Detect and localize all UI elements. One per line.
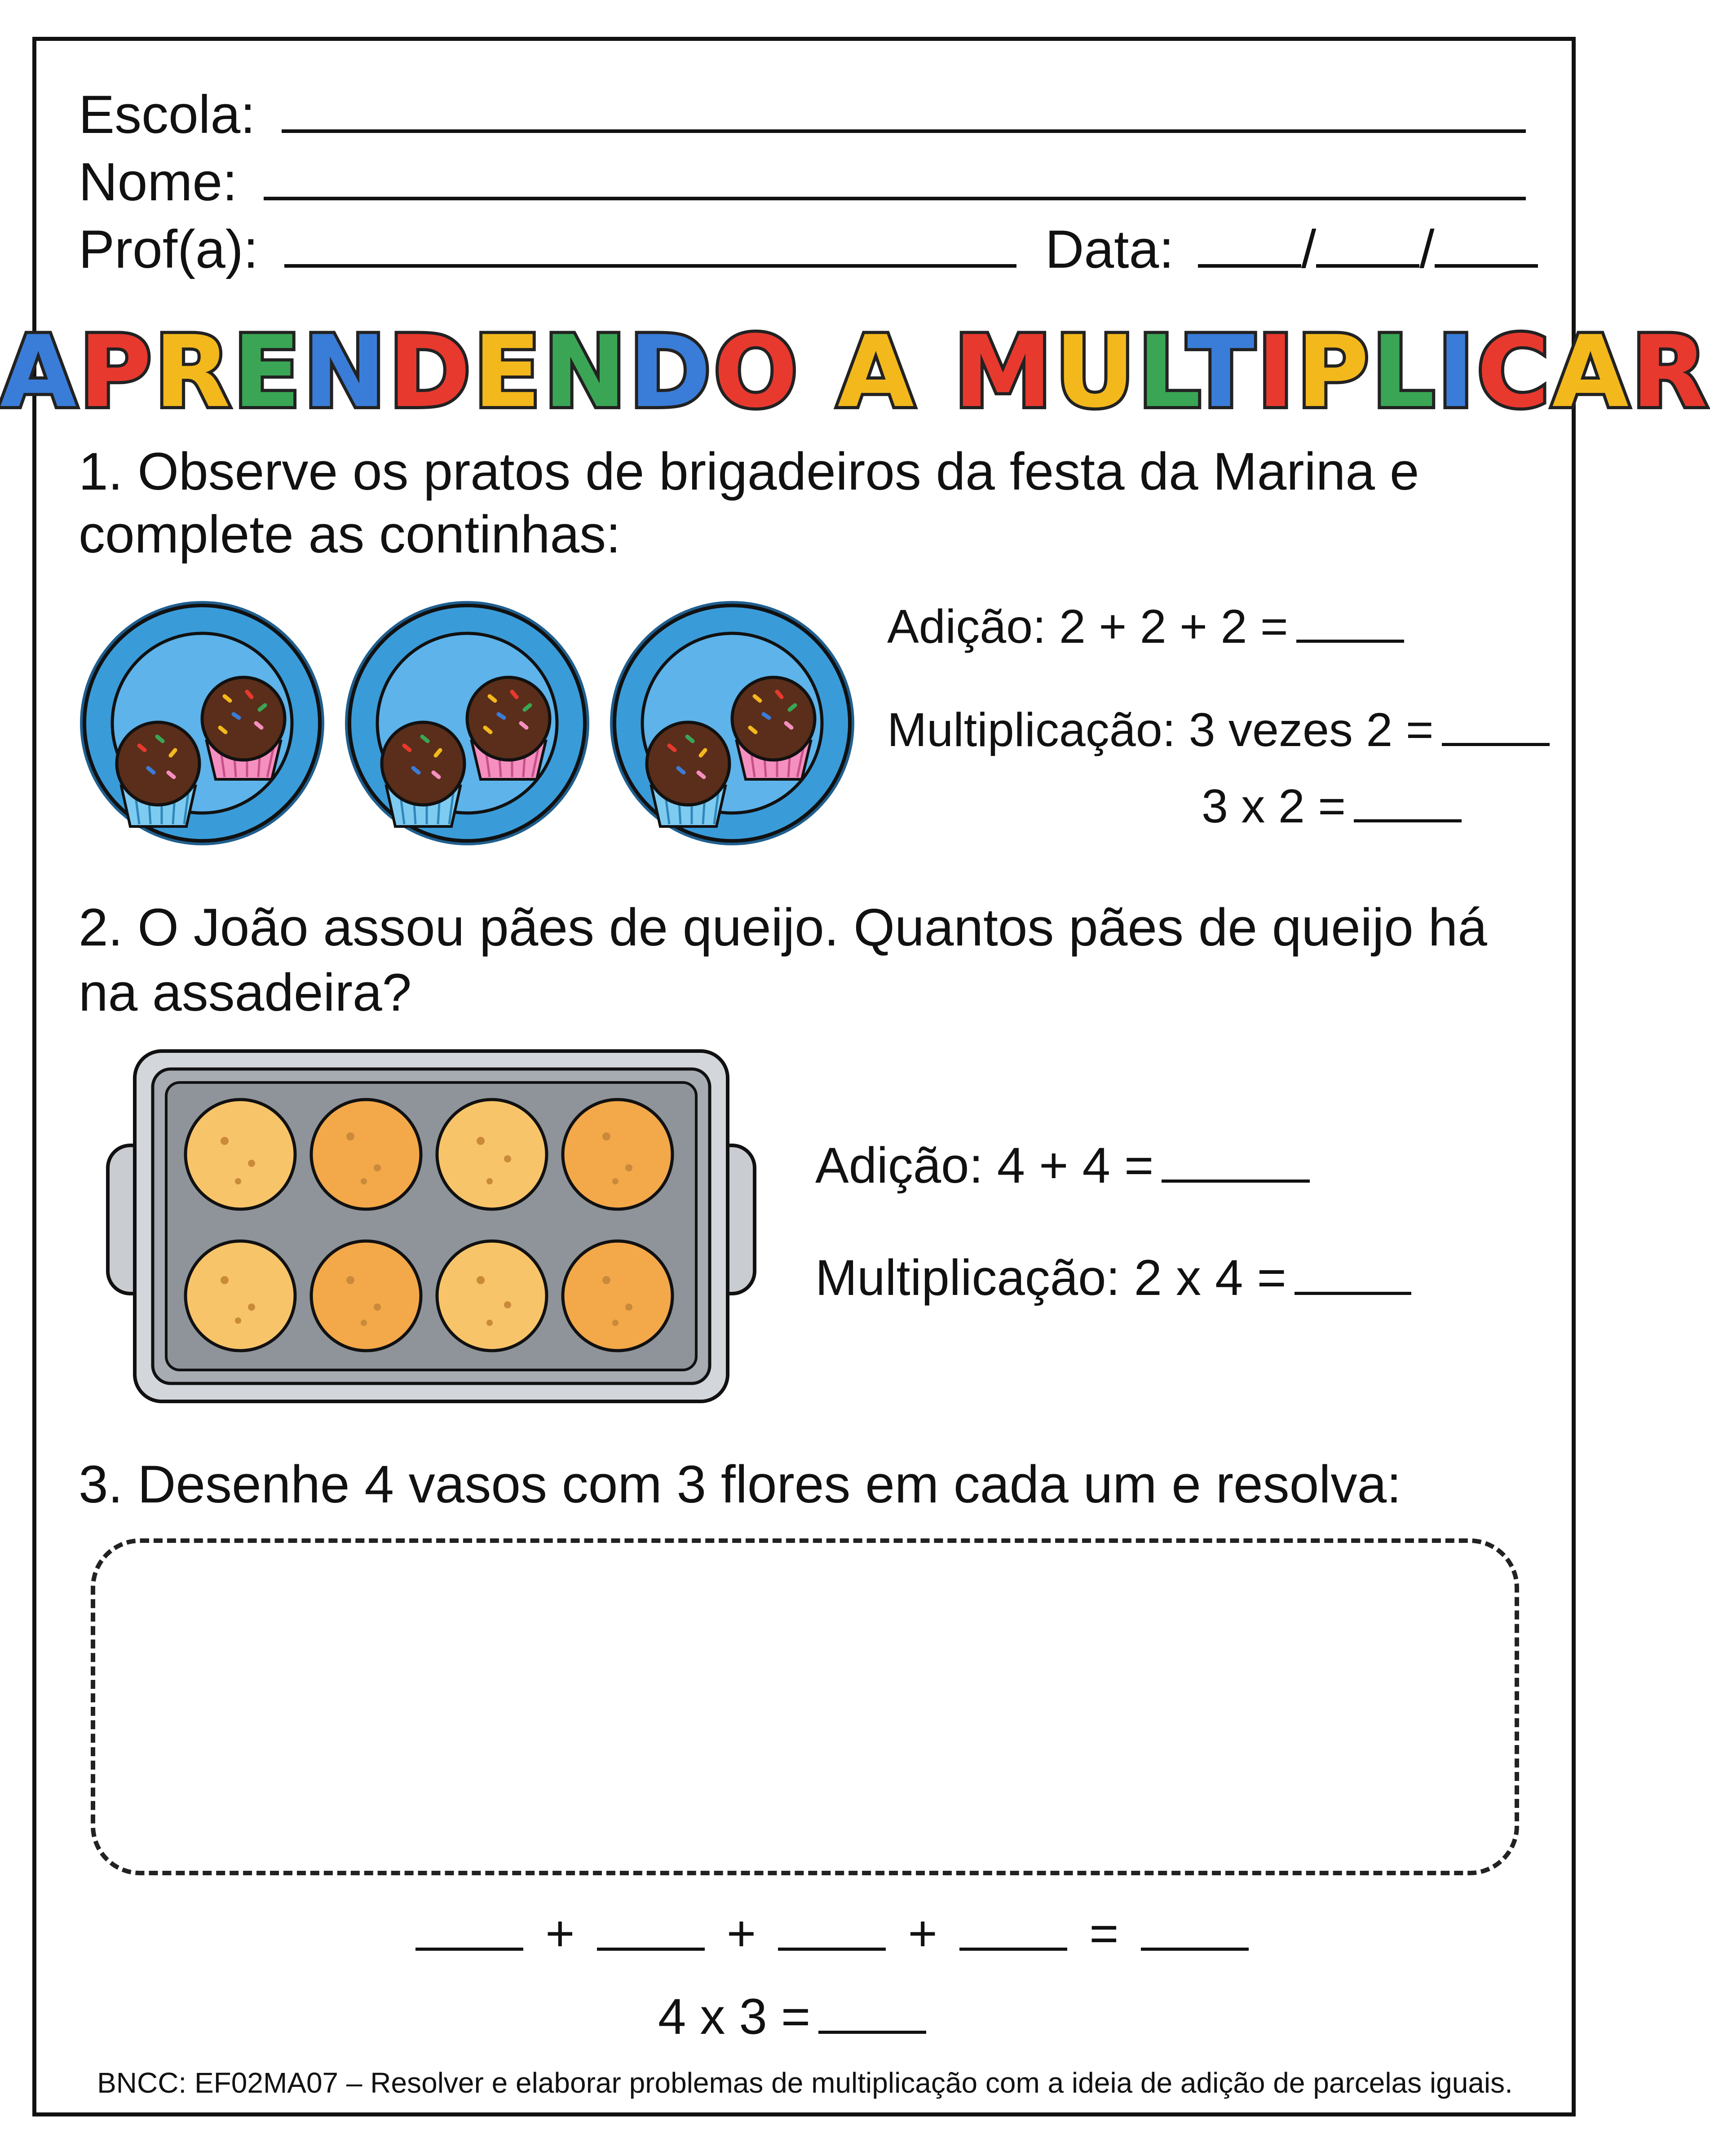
q2-multiplicacao [815,1246,1411,1309]
title-letter: P [1296,314,1372,429]
q3-mult-answer[interactable] [818,2031,926,2034]
plus-sign: + [545,1905,575,1962]
q1-multiplicacao [887,701,1550,759]
title-letter: L [1138,314,1187,429]
q3-addend-1[interactable] [415,1948,523,1951]
q3-multiplication-row [658,1985,926,2048]
title-letter: R [1631,314,1710,429]
bncc-footer: BNCC: EF02MA07 – Resolver e elaborar problemas de multiplicação com a ideia de adição de parcelas iguais. [97,2067,1513,2099]
q3-addend-4[interactable] [959,1948,1067,1951]
title-letter [917,314,954,429]
date-slash: / [1301,219,1317,279]
nome-field[interactable] [264,197,1526,200]
prof-field[interactable] [284,264,1016,268]
q1-multiplicacao2 [1202,777,1462,835]
title-letter [800,314,838,429]
q3-mult-label: 4 x 3 = [658,1988,811,2045]
title-letter: C [1477,314,1552,429]
q2-adicao-label: Adição: 4 + 4 = [815,1137,1154,1193]
q1-multiplicacao2-label: 3 x 2 = [1202,780,1346,833]
title-letter: E [233,314,304,429]
drawing-area[interactable] [91,1538,1519,1875]
plus-sign: + [908,1905,937,1962]
title-letter: A [0,314,80,429]
date-slash: / [1419,219,1435,279]
title-letter: R [154,314,233,429]
q3-addend-3[interactable] [778,1948,886,1951]
escola-label: Escola: [79,84,256,145]
q1-adicao [887,597,1404,656]
q1-text-line1: 1. Observe os pratos de brigadeiros da festa da Marina e [79,442,1419,501]
q3-addend-2[interactable] [597,1948,705,1951]
q1-multiplicacao-answer[interactable] [1442,743,1550,746]
title-letter: D [629,314,714,429]
data-year-field[interactable] [1435,264,1538,268]
q1-adicao-label: Adição: 2 + 2 + 2 = [887,600,1288,653]
data-month-field[interactable] [1316,264,1419,268]
q2-adicao-answer[interactable] [1162,1180,1310,1183]
escola-row [79,81,1526,148]
escola-field[interactable] [282,129,1526,133]
title-letter: D [389,314,473,429]
title-letter: I [1257,314,1297,429]
brigadeiro-plates [76,593,858,853]
q3-sum-answer[interactable] [1141,1948,1249,1951]
q2-text-line1: 2. O João assou pães de queijo. Quantos pães de queijo há [79,898,1487,957]
prof-label: Prof(a): [79,219,259,279]
q3-addition-row [415,1902,1249,1965]
title-letter: U [1055,314,1138,429]
page-title [0,314,1710,429]
title-letter: T [1187,314,1257,429]
title-letter: M [954,314,1055,429]
q2-text-line2: na assadeira? [79,963,412,1022]
title-letter: L [1372,314,1438,429]
title-letter: E [473,314,544,429]
q1-multiplicacao2-answer[interactable] [1354,819,1462,822]
q2-multiplicacao-label: Multiplicação: 2 x 4 = [815,1250,1286,1306]
data-label: Data: [1045,219,1174,279]
title-letter: A [1552,314,1631,429]
title-letter: P [79,314,155,429]
q3-text: 3. Desenhe 4 vasos com 3 flores em cada um e resolva: [79,1455,1401,1514]
title-letter: A [837,314,917,429]
equals-sign: = [1089,1905,1119,1962]
prof-row [79,216,1538,283]
plus-sign: + [726,1905,756,1962]
q2-multiplicacao-answer[interactable] [1295,1292,1411,1295]
q1-adicao-answer[interactable] [1296,640,1404,643]
q2-adicao [815,1134,1310,1197]
title-letter: I [1437,314,1477,429]
q1-text-line2: complete as continhas: [79,505,621,564]
q1-multiplicacao-label: Multiplicação: 3 vezes 2 = [887,703,1434,756]
baking-tray [103,1047,759,1406]
title-letter: N [543,314,629,429]
nome-label: Nome: [79,152,238,212]
data-day-field[interactable] [1198,264,1301,268]
title-letter: O [714,314,801,429]
nome-row [79,148,1526,216]
title-letter: N [303,314,389,429]
